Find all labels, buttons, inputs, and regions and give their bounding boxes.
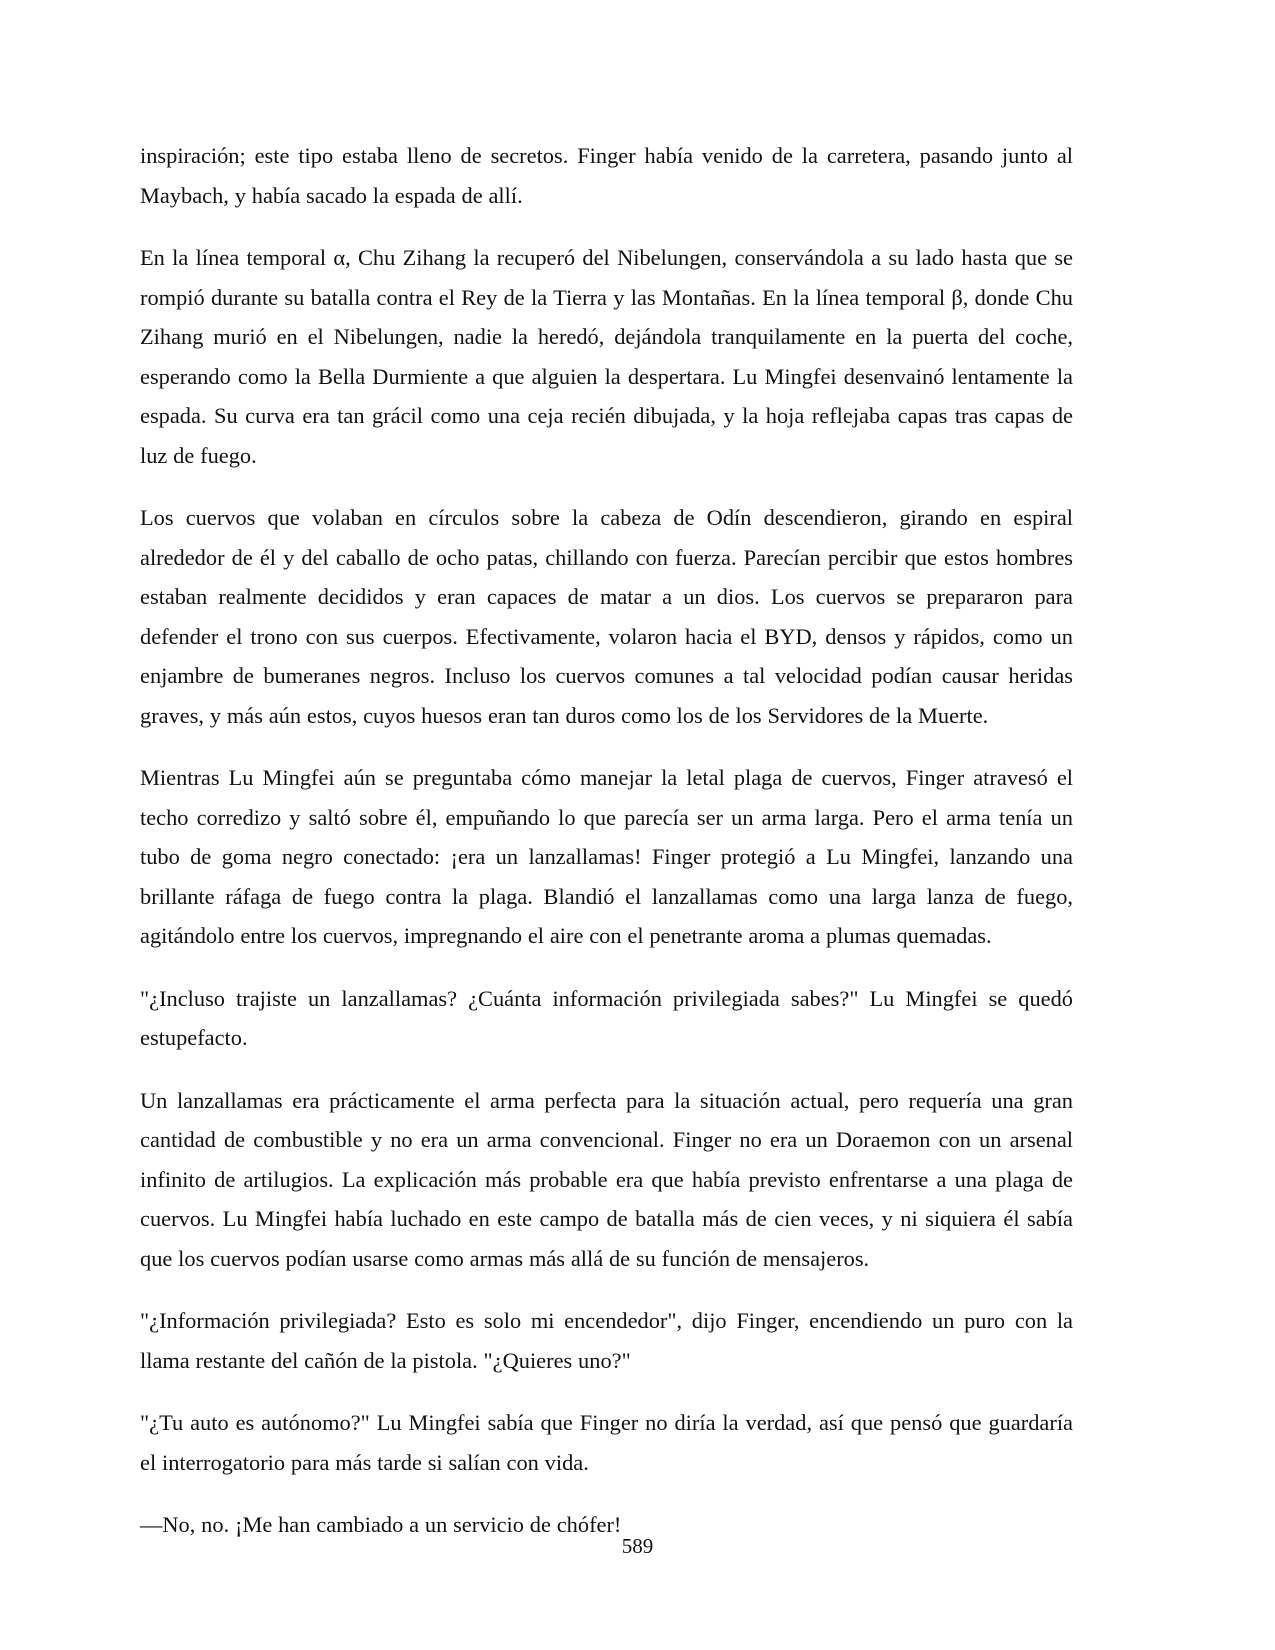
paragraph: "¿Información privilegiada? Esto es solo mi encendedor", dijo Finger, encendiendo un puro con la llama restante del cañón de la pistola. "¿Quieres uno?" [140, 1308, 1073, 1373]
page-number: 589 [621, 1534, 654, 1558]
paragraph: En la línea temporal α, Chu Zihang la recuperó del Nibelungen, conservándola a su lado hasta que se rompió durante su batalla contra el Rey de la Tierra y las Montañas. En la línea temporal β, donde Chu Zihang murió en el Nibelungen, nadie la heredó, dejándola tranquilamente en la puerta del coche, esperando como la Bella Durmiente a que alguien la despertara. Lu Mingfei desenvainó lentamente la espada. Su curva era tan grácil como una ceja recién dibujada, y la hoja reflejaba capas tras capas de luz de fuego. [140, 245, 1073, 468]
paragraph: Los cuervos que volaban en círculos sobre la cabeza de Odín descendieron, girando en espiral alrededor de él y del caballo de ocho patas, chillando con fuerza. Parecían percibir que estos hombres estaban realmente decididos y eran capaces de matar a un dios. Los cuervos se prepararon para defender el trono con sus cuerpos. Efectivamente, volaron hacia el BYD, densos y rápidos, como un enjambre de bumeranes negros. Incluso los cuervos comunes a tal velocidad podían causar heridas graves, y más aún estos, cuyos huesos eran tan duros como los de los Servidores de la Muerte. [140, 505, 1073, 728]
paragraph: Mientras Lu Mingfei aún se preguntaba cómo manejar la letal plaga de cuervos, Finger atravesó el techo corredizo y saltó sobre él, empuñando lo que parecía ser un arma larga. Pero el arma tenía un tubo de goma negro conectado: ¡era un lanzallamas! Finger protegió a Lu Mingfei, lanzando una brillante ráfaga de fuego contra la plaga. Blandió el lanzallamas como una larga lanza de fuego, agitándolo entre los cuervos, impregnando el aire con el penetrante aroma a plumas quemadas. [140, 765, 1073, 948]
paragraph: "¿Incluso trajiste un lanzallamas? ¿Cuánta información privilegiada sabes?" Lu Mingfei se quedó estupefacto. [140, 985, 1073, 1050]
paragraph: inspiración; este tipo estaba lleno de secretos. Finger había venido de la carretera, pasando junto al Maybach, y había sacado la espada de allí. [140, 143, 1073, 208]
paragraph: Un lanzallamas era prácticamente el arma perfecta para la situación actual, pero requería una gran cantidad de combustible y no era un arma convencional. Finger no era un Doraemon con un arsenal infinito de artilugios. La explicación más probable era que había previsto enfrentarse a una plaga de cuervos. Lu Mingfei había luchado en este campo de batalla más de cien veces, y ni siquiera él sabía que los cuervos podían usarse como armas más allá de su función de mensajeros. [140, 1087, 1073, 1271]
paragraph: "¿Tu auto es autónomo?" Lu Mingfei sabía que Finger no diría la verdad, así que pensó que guardaría el interrogatorio para más tarde si salían con vida. [140, 1410, 1073, 1475]
body-text-column [140, 136, 1073, 1545]
paragraph: —No, no. ¡Me han cambiado a un servicio de chófer! [140, 1512, 622, 1537]
